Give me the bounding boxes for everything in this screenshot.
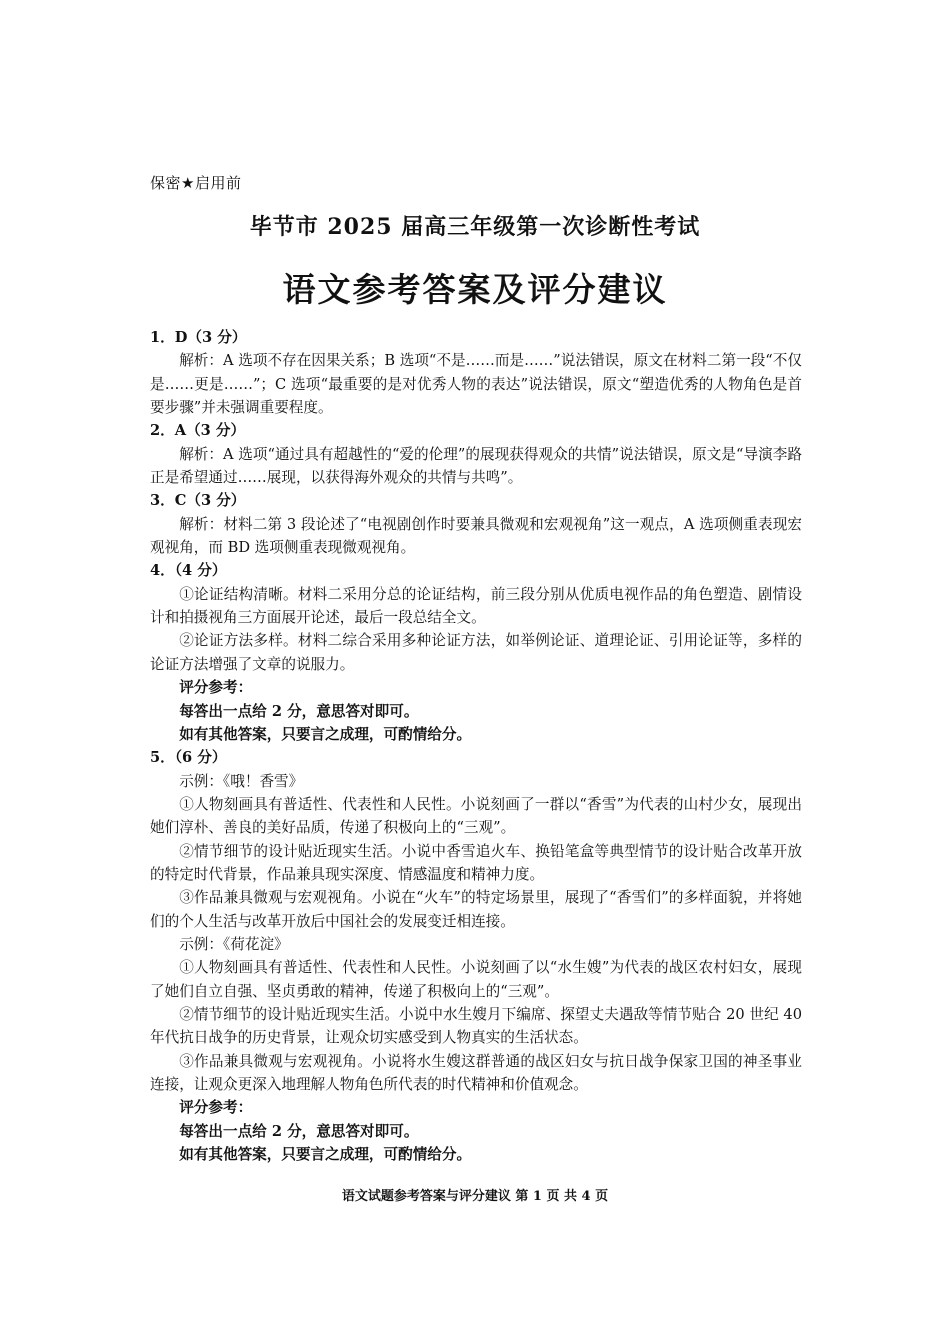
answer-paragraph: ③作品兼具微观与宏观视角。小说将水生嫂这群普通的战区妇女与抗日战争保家卫国的神圣事业连接，让观众更深入地理解人物角色所代表的时代精神和价值观念。 [150,1052,802,1093]
answer-paragraph: 解析：A 选项不存在因果关系；B 选项“不是……而是……”说法错误，原文在材料二第一段“不仅是……更是……”；C 选项“最重要的是对优秀人物的表达”说法错误，原文“塑造优秀的人物角色是首要步骤”并未强调重要程度。 [150,352,802,417]
example-title: 示例：《哦！香雪》 [179,772,304,790]
question-5 [150,746,802,1166]
confidential-label: 保密★启用前 [150,174,242,192]
page-title: 语文参考答案及评分建议 [282,270,668,309]
question-3 [150,489,802,559]
page-footer: 语文试题参考答案与评分建议 第 1 页 共 4 页 [341,1189,609,1204]
question-heading: 1．D（3 分） [150,329,247,346]
answer-paragraph: ②论证方法多样。材料二综合采用多种论证方法，如举例论证、道理论证、引用论证等，多样的论证方法增强了文章的说服力。 [150,632,802,673]
answer-content [150,326,802,1166]
scoring-rule: 如有其他答案，只要言之成理，可酌情给分。 [179,725,472,743]
scoring-rule: 如有其他答案，只要言之成理，可酌情给分。 [179,1146,472,1164]
answer-paragraph: ②情节细节的设计贴近现实生活。小说中水生嫂月下编席、探望丈夫遇敌等情节贴合 20 世纪 40 年代抗日战争的历史背景，让观众切实感受到人物真实的生活状态。 [150,1005,802,1047]
example-title: 示例：《荷花淀》 [179,935,289,953]
scoring-heading: 评分参考： [179,1099,253,1117]
question-1 [150,326,802,419]
question-heading: 5．（6 分） [150,749,227,767]
answer-paragraph: ①论证结构清晰。材料二采用分总的论证结构，前三段分别从优质电视作品的角色塑造、剧情设计和拍摄视角三方面展开论述，最后一段总结全文。 [150,585,802,627]
question-2 [150,419,802,489]
question-heading: 3．C（3 分） [150,492,246,510]
answer-paragraph: 解析：A 选项“通过具有超越性的“爱的伦理”的展现获得观众的共情”说法错误，原文是“导演李路正是希望通过……展现，以获得海外观众的共情与共鸣”。 [150,445,802,487]
answer-paragraph: ①人物刻画具有普适性、代表性和人民性。小说刻画了以“水生嫂”为代表的战区农村妇女，展现了她们自立自强、坚贞勇敢的精神，传递了积极向上的“三观”。 [150,959,802,1000]
answer-paragraph: ②情节细节的设计贴近现实生活。小说中香雪追火车、换铅笔盒等典型情节的设计贴合改革开放的特定时代背景，作品兼具现实深度、情感温度和精神力度。 [150,842,802,883]
answer-paragraph: 解析：材料二第 3 段论述了“电视剧创作时要兼具微观和宏观视角”这一观点，A 选项侧重表现宏观视角，而 BD 选项侧重表现微观视角。 [150,515,802,557]
question-heading: 4．（4 分） [150,562,227,580]
scoring-rule: 每答出一点给 2 分，意思答对即可。 [179,1122,419,1140]
answer-paragraph: ①人物刻画具有普适性、代表性和人民性。小说刻画了一群以“香雪”为代表的山村少女，展现出她们淳朴、善良的美好品质，传递了积极向上的“三观”。 [150,795,802,837]
question-heading: 2．A（3 分） [150,422,246,440]
scoring-rule: 每答出一点给 2 分，意思答对即可。 [179,702,419,720]
exam-title: 毕节市 2025 届高三年级第一次诊断性考试 [249,214,701,240]
answer-paragraph: ③作品兼具微观与宏观视角。小说在“火车”的特定场景里，展现了“香雪们”的多样面貌，并将她们的个人生活与改革开放后中国社会的发展变迁相连接。 [150,889,802,930]
scoring-heading: 评分参考： [179,679,253,697]
question-4 [150,559,802,746]
